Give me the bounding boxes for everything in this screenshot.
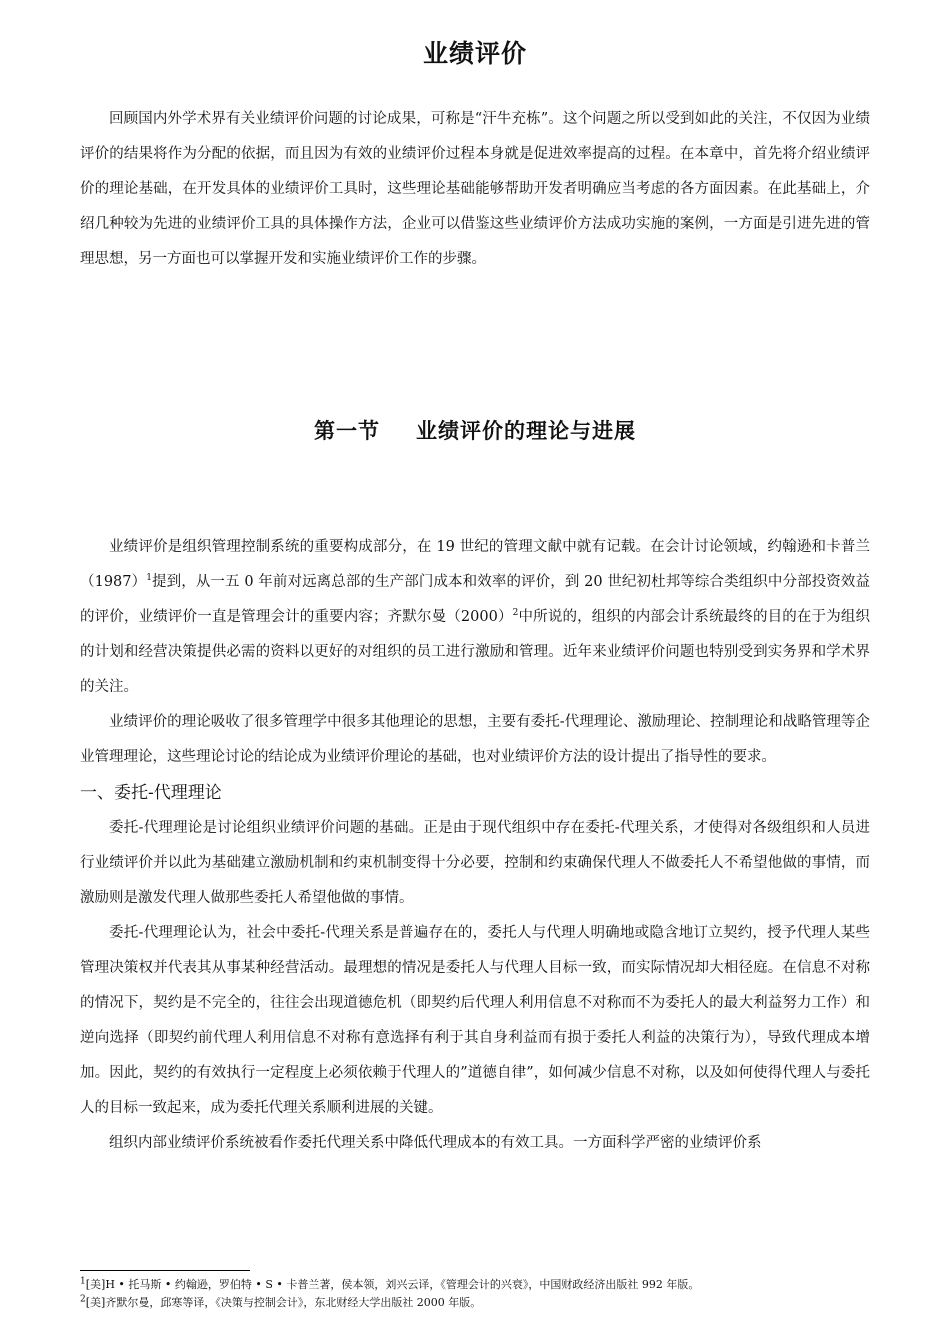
- page-title: 业绩评价: [422, 39, 527, 68]
- subsection-heading: 一、委托-代理理论: [80, 783, 222, 803]
- footnote-mark: 1: [80, 1276, 86, 1287]
- paragraph-text: 中所说的，组织的内部会计系统最终的目的在于为组织的计划和经营决策提供必需的资料以更好的对组织的员工进行激励和管理。近年来业绩评价问题也特别受到实务界和学术界的关注。: [80, 609, 871, 695]
- section-title: 业绩评价的理论与进展: [416, 419, 636, 443]
- footnote-mark: 2: [80, 1294, 86, 1305]
- section-number: 第一节: [314, 419, 380, 443]
- intro-block: [80, 102, 870, 277]
- footnote-divider: [80, 1270, 250, 1271]
- footnote-text: [美]H • 托马斯 • 约翰逊，罗伯特 • S • 卡普兰著，侯本领，刘兴云译，《管理会计的兴衰》，中国财政经济出版社 992 年版。: [85, 1278, 700, 1291]
- footnote-text: [美]齐默尔曼，邱寒等译，《决策与控制会计》，东北财经大学出版社 2000 年版。: [85, 1296, 482, 1309]
- footnotes: [80, 1276, 880, 1312]
- subsection-paragraph-1: 委托-代理理论是讨论组织业绩评价问题的基础。正是由于现代组织中存在委托-代理关系，才使得对各级组织和人员进行业绩评价并以此为基础建立激励机制和约束机制变得十分必要，控制和约束确保代理人不做委托人不希望他做的事情，而激励则是激发代理人做那些委托人希望他做的事情。: [80, 820, 870, 906]
- subsection-paragraph-2: 委托-代理理论认为，社会中委托-代理关系是普遍存在的，委托人与代理人明确地或隐含地订立契约，授予代理人某些管理决策权并代表其从事某种经营活动。最理想的情况是委托人与代理人目标一致，而实际情况却大相径庭。在信息不对称的情况下，契约是不完全的，往往会出现道德危机（即契约后代理人利用信息不对称而不为委托人的最大利益努力工作）和逆向选择（即契约前代理人利用信息不对称有意选择有利于其自身利益而有损于委托人利益的决策行为），导致代理成本增加。因此，契约的有效执行一定程度上必须依赖于代理人的”道德自律”，如何减少信息不对称，以及如何使得代理人与委托人的目标一致起来，成为委托代理关系顺利进展的关键。: [80, 925, 870, 1116]
- footnote-ref: 2: [512, 608, 519, 619]
- section-paragraph-1: [80, 530, 870, 705]
- section-paragraph-2: 业绩评价的理论吸收了很多管理学中很多其他理论的思想，主要有委托-代理理论、激励理论、控制理论和战略管理等企业管理理论，这些理论讨论的结论成为业绩评价理论的基础，也对业绩评价方法的设计提出了指导性的要求。: [80, 714, 870, 765]
- footnote-ref: 1: [146, 573, 152, 584]
- paragraph-text: 业绩评价是组织管理控制系统的重要构成部分，在 19 世纪的管理文献中就有记载。在会计讨论领域，约翰逊和卡普兰（1987）: [80, 539, 870, 590]
- footnote-2: [80, 1294, 880, 1312]
- intro-paragraph: 回顾国内外学术界有关业绩评价问题的讨论成果，可称是“汗牛充栋”。这个问题之所以受到如此的关注，不仅因为业绩评价的结果将作为分配的依据，而且因为有效的业绩评价过程本身就是促进效率提高的过程。在本章中，首先将介绍业绩评价的理论基础，在开发具体的业绩评价工具时，这些理论基础能够帮助开发者明确应当考虑的各方面因素。在此基础上，介绍几种较为先进的业绩评价工具的具体操作方法，企业可以借鉴这些业绩评价方法成功实施的案例，一方面是引进先进的管理思想，另一方面也可以掌握开发和实施业绩评价工作的步骤。: [80, 111, 870, 267]
- subsection-paragraph-3: 组织内部业绩评价系统被看作委托代理关系中降低代理成本的有效工具。一方面科学严密的业绩评价系: [109, 1135, 762, 1151]
- paragraph-text: 提到，从一五 0 年前对远离总部的生产部门成本和效率的评价，到 20 世纪初杜邦等综合类组织中分部投资效益的评价，业绩评价一直是管理会计的重要内容；齐默尔曼（2000）: [80, 574, 870, 625]
- section-body: [80, 530, 870, 1161]
- footnote-1: [80, 1276, 880, 1294]
- section-heading: [80, 415, 870, 445]
